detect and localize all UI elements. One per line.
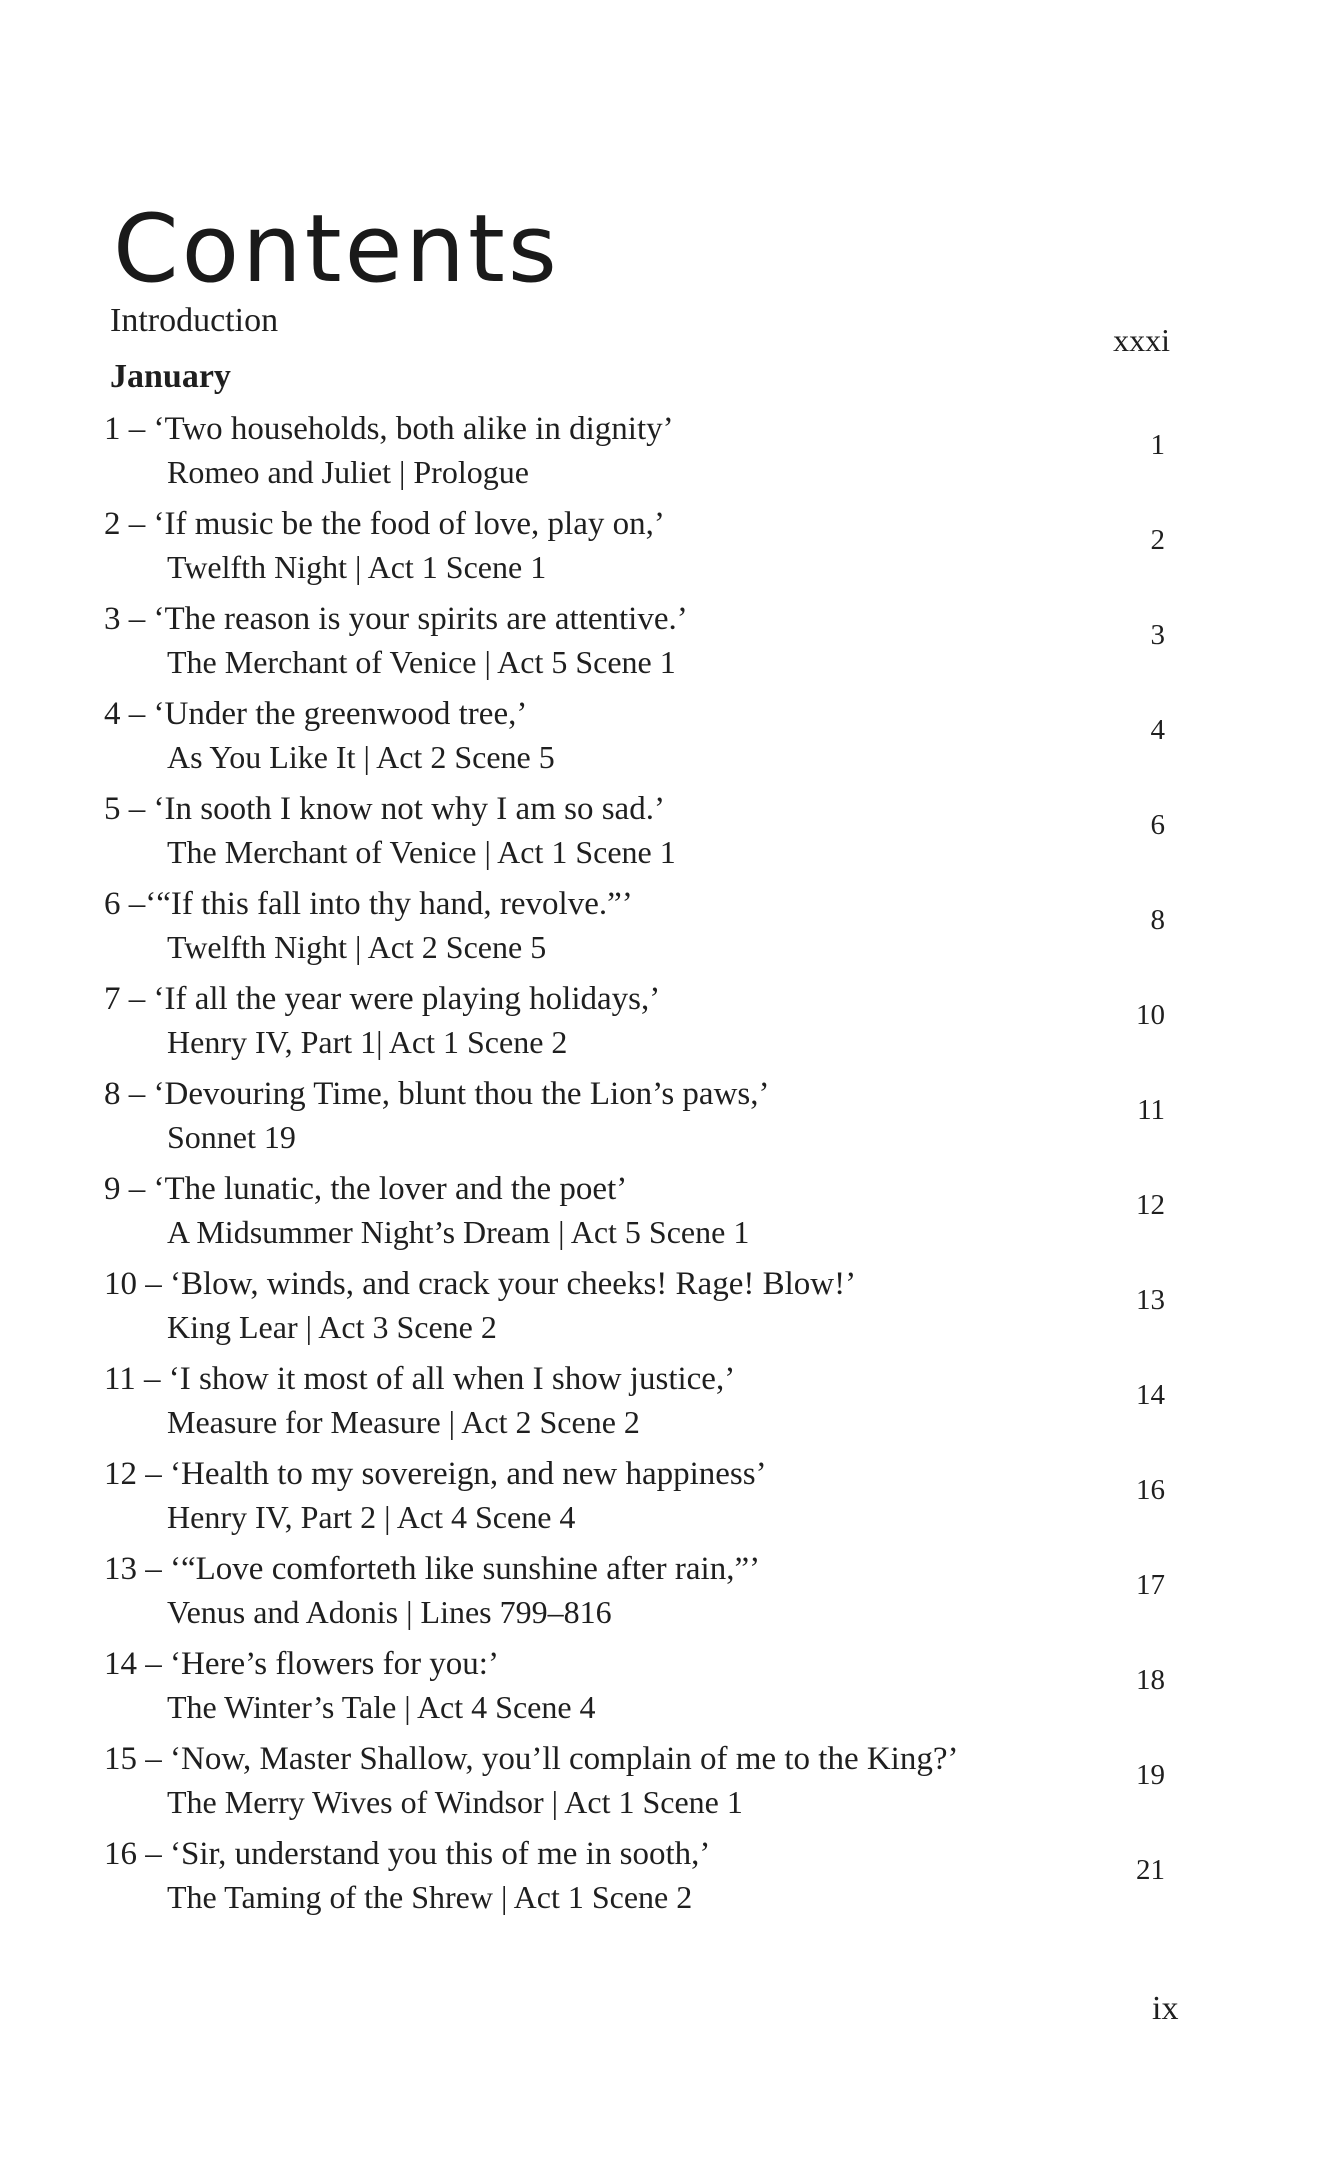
contents-entry[interactable] [0,980,1330,1075]
contents-list [0,410,1330,1930]
folio-page-number: ix [1152,1990,1179,2027]
entry-source: Henry IV, Part 1| Act 1 Scene 2 [167,1024,568,1060]
contents-entry[interactable] [0,1360,1330,1455]
entry-page-number: 8 [1150,904,1165,936]
contents-entry[interactable] [0,790,1330,885]
entry-page-number: 17 [1136,1569,1165,1601]
introduction-entry[interactable] [110,302,1170,358]
contents-entry[interactable] [0,410,1330,505]
contents-entry[interactable] [0,1645,1330,1740]
entry-source: Henry IV, Part 2 | Act 4 Scene 4 [167,1499,576,1535]
entry-quote: 13 – ‘“Love comforteth like sunshine after rain,”’ [104,1551,761,1587]
contents-entry[interactable] [0,1740,1330,1835]
entry-page-number: 14 [1136,1379,1165,1411]
introduction-label: Introduction [110,302,279,339]
entry-page-number: 1 [1150,429,1165,461]
entry-page-number: 19 [1136,1759,1165,1791]
entry-source: The Taming of the Shrew | Act 1 Scene 2 [167,1879,693,1915]
entry-quote: 1 – ‘Two households, both alike in dignity’ [104,411,674,447]
entry-source: Measure for Measure | Act 2 Scene 2 [167,1404,640,1440]
entry-quote: 3 – ‘The reason is your spirits are attentive.’ [104,601,688,637]
entry-quote: 9 – ‘The lunatic, the lover and the poet’ [104,1171,628,1207]
contents-entry[interactable] [0,1455,1330,1550]
page-title: Contents [113,194,560,304]
entry-page-number: 12 [1136,1189,1165,1221]
contents-entry[interactable] [0,600,1330,695]
entry-page-number: 4 [1150,714,1165,746]
entry-page-number: 11 [1137,1094,1165,1126]
contents-entry[interactable] [0,1835,1330,1930]
entry-source: The Merry Wives of Windsor | Act 1 Scene 1 [167,1784,743,1820]
entry-quote: 4 – ‘Under the greenwood tree,’ [104,696,528,732]
entry-source: The Merchant of Venice | Act 5 Scene 1 [167,644,676,680]
entry-quote: 15 – ‘Now, Master Shallow, you’ll complain of me to the King?’ [104,1741,959,1777]
entry-source: Twelfth Night | Act 2 Scene 5 [167,929,547,965]
entry-quote: 16 – ‘Sir, understand you this of me in sooth,’ [104,1836,711,1872]
contents-entry[interactable] [0,885,1330,980]
entry-page-number: 3 [1150,619,1165,651]
entry-quote: 14 – ‘Here’s flowers for you:’ [104,1646,499,1682]
month-heading: January [110,358,231,395]
entry-source: A Midsummer Night’s Dream | Act 5 Scene 1 [167,1214,750,1250]
entry-source: Twelfth Night | Act 1 Scene 1 [167,549,547,585]
entry-source: Sonnet 19 [167,1119,296,1155]
entry-page-number: 2 [1150,524,1165,556]
entry-page-number: 18 [1136,1664,1165,1696]
entry-source: The Merchant of Venice | Act 1 Scene 1 [167,834,676,870]
entry-page-number: 6 [1150,809,1165,841]
contents-entry[interactable] [0,1075,1330,1170]
entry-quote: 2 – ‘If music be the food of love, play on,’ [104,506,665,542]
entry-quote: 7 – ‘If all the year were playing holidays,’ [104,981,661,1017]
contents-entry[interactable] [0,695,1330,790]
contents-entry[interactable] [0,1170,1330,1265]
entry-page-number: 16 [1136,1474,1165,1506]
entry-source: King Lear | Act 3 Scene 2 [167,1309,497,1345]
introduction-page-number: xxxi [1113,322,1170,358]
entry-quote: 11 – ‘I show it most of all when I show justice,’ [104,1361,736,1397]
entry-page-number: 10 [1136,999,1165,1031]
entry-source: Romeo and Juliet | Prologue [167,454,529,490]
contents-entry[interactable] [0,1550,1330,1645]
entry-source: Venus and Adonis | Lines 799–816 [167,1594,612,1630]
entry-source: As You Like It | Act 2 Scene 5 [167,739,555,775]
entry-quote: 8 – ‘Devouring Time, blunt thou the Lion’s paws,’ [104,1076,770,1112]
entry-source: The Winter’s Tale | Act 4 Scene 4 [167,1689,596,1725]
entry-page-number: 13 [1136,1284,1165,1316]
entry-quote: 5 – ‘In sooth I know not why I am so sad.’ [104,791,665,827]
entry-quote: 12 – ‘Health to my sovereign, and new happiness’ [104,1456,767,1492]
entry-page-number: 21 [1136,1854,1165,1886]
contents-entry[interactable] [0,1265,1330,1360]
entry-quote: 10 – ‘Blow, winds, and crack your cheeks! Rage! Blow!’ [104,1266,857,1302]
entry-quote: 6 –‘“If this fall into thy hand, revolve.”’ [104,886,633,922]
contents-entry[interactable] [0,505,1330,600]
